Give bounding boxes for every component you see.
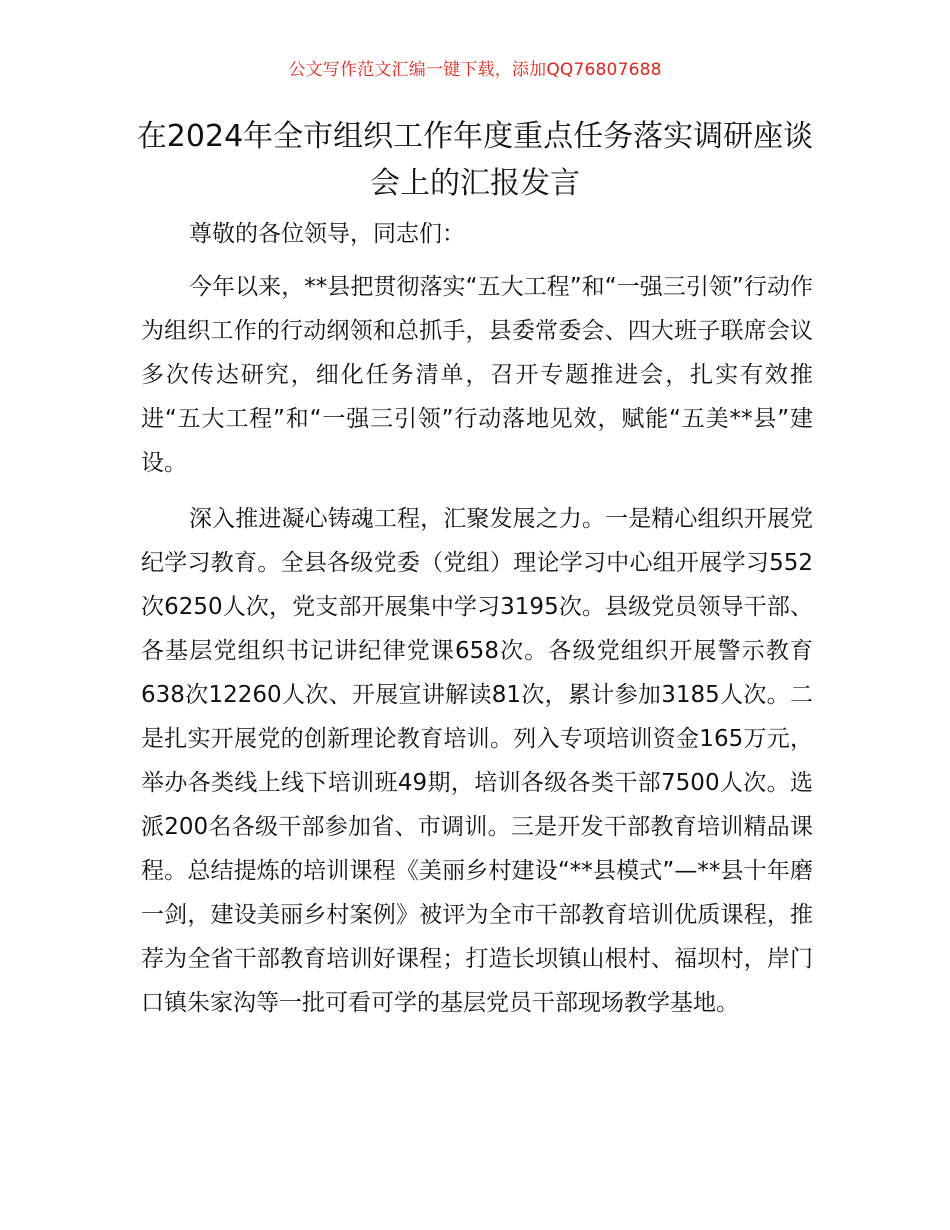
download-promo-note: 公文写作范文汇编一键下载，添加QQ76807688 bbox=[288, 60, 662, 80]
paragraph-intro: 今年以来，**县把贯彻落实“五大工程”和“一强三引领”行动作为组织工作的行动纲领和总抓手，县委常委会、四大班子联席会议多次传达研究，细化任务清单，召开专题推进会，扎实有效推进“五大工程”和“一强三引领”行动落地见效，赋能“五美**县”建设。 bbox=[141, 274, 813, 476]
document-title: 在2024年全市组织工作年度重点任务落实调研座谈会上的汇报发言 bbox=[136, 119, 814, 201]
document-body bbox=[141, 215, 813, 1037]
paragraph-ningxin-project: 深入推进凝心铸魂工程，汇聚发展之力。一是精心组织开展党纪学习教育。全县各级党委（党组）理论学习中心组开展学习552次6250人次，党支部开展集中学习3195次。县级党员领导干部、各基层党组织书记讲纪律党课658次。各级党组织开展警示教育638次12260人次、开展宣讲解读81次，累计参加3185人次。二是扎实开展党的创新理论教育培训。列入专项培训资金165万元，举办各类线上线下培训班49期，培训各级各类干部7500人次。选派200名各级干部参加省、市调训。三是开发干部教育培训精品课程。总结提炼的培训课程《美丽乡村建设“**县模式”—**县十年磨一剑，建设美丽乡村案例》被评为全市干部教育培训优质课程，推荐为全省干部教育培训好课程；打造长坝镇山根村、福坝村，岸门口镇朱家沟等一批可看可学的基层党员干部现场教学基地。 bbox=[141, 506, 813, 1016]
greeting: 尊敬的各位领导，同志们： bbox=[189, 221, 465, 247]
